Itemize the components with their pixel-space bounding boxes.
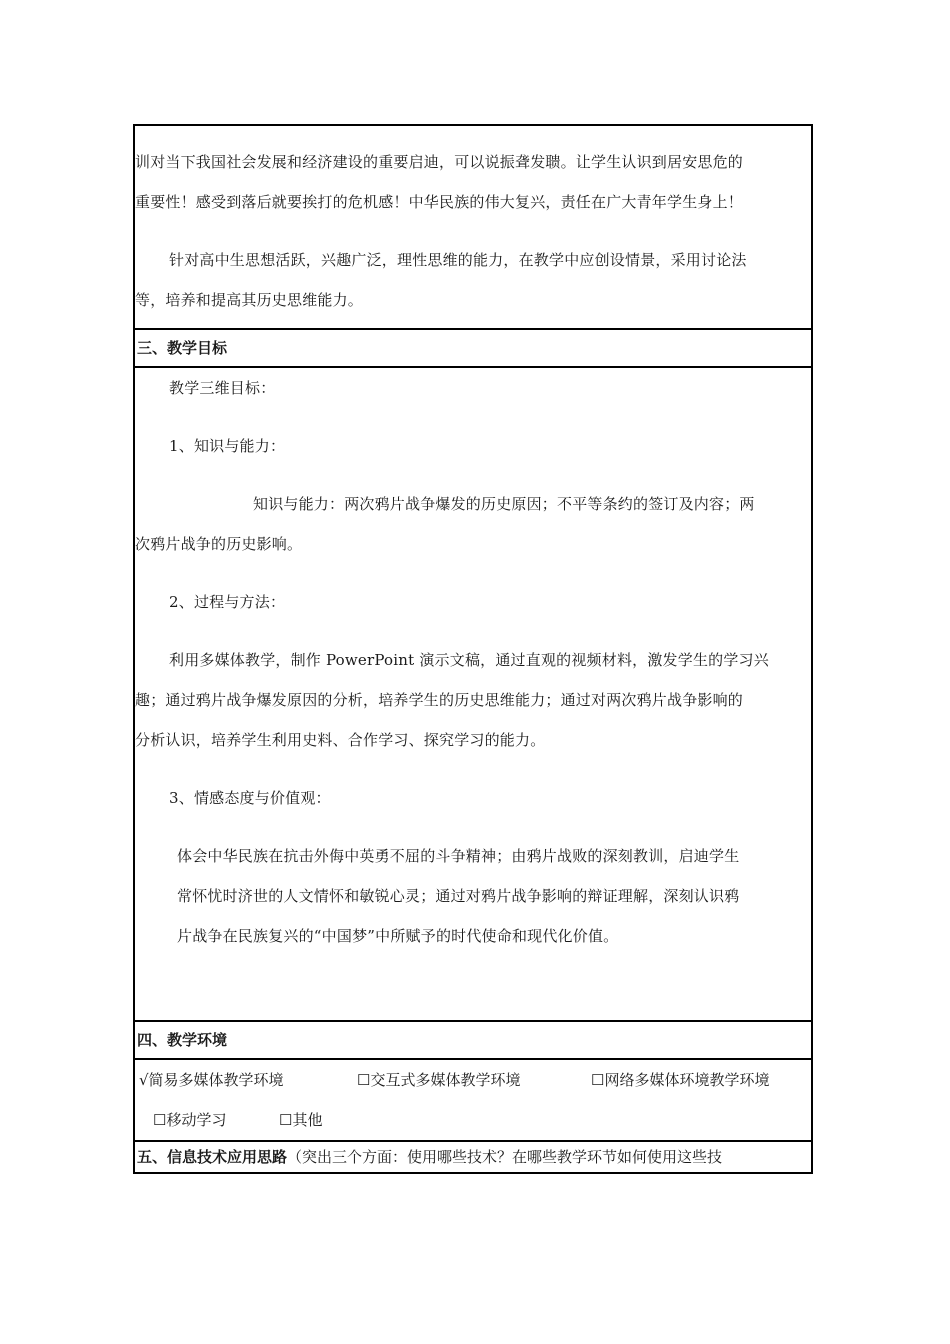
paragraph-line: 趣；通过鸦片战争爆发原因的分析，培养学生的历史思维能力；通过对两次鸦片战争影响的 <box>135 691 744 709</box>
paragraph-line: 次鸦片战争的历史影响。 <box>135 535 303 553</box>
section-heading-row <box>135 328 811 366</box>
paragraph-line: 片战争在民族复兴的“中国梦”中所赋予的时代使命和现代化价值。 <box>177 927 619 945</box>
spacer <box>135 222 811 240</box>
options-line <box>135 1060 811 1100</box>
section-heading-note: （突出三个方面：使用哪些技术？在哪些教学环节如何使用这些技 <box>287 1148 723 1166</box>
paragraph-line: 体会中华民族在抗击外侮中英勇不屈的斗争精神；由鸦片战败的深刻教训，启迪学生 <box>177 847 740 865</box>
option-mobile-learning[interactable]: ☐移动学习 <box>153 1111 227 1129</box>
options-line <box>135 1100 811 1140</box>
spacer <box>135 818 811 836</box>
subsection-title: 2、过程与方法： <box>169 593 286 611</box>
paragraph-line: 训对当下我国社会发展和经济建设的重要启迪，可以说振聋发聩。让学生认识到居安思危的 <box>135 153 744 171</box>
paragraph-line: 分析认识，培养学生利用史料、合作学习、探究学习的能力。 <box>135 731 546 749</box>
learner-analysis-cell <box>135 126 811 328</box>
objectives-cell <box>135 366 811 1020</box>
option-network-multimedia[interactable]: ☐网络多媒体环境教学环境 <box>591 1071 770 1089</box>
paragraph-line: 重要性！感受到落后就要挨打的危机感！中华民族的伟大复兴，责任在广大青年学生身上！ <box>135 193 744 211</box>
section-heading <box>135 1142 811 1172</box>
objectives-intro: 教学三维目标： <box>169 379 276 397</box>
paragraph-line: 针对高中生思想活跃，兴趣广泛，理性思维的能力，在教学中应创设情景，采用讨论法 <box>169 251 747 269</box>
spacer <box>135 760 811 778</box>
environment-options-cell <box>135 1058 811 1140</box>
spacer <box>135 408 811 426</box>
spacer <box>135 622 811 640</box>
section-heading-row <box>135 1140 811 1172</box>
section-heading: 三、教学目标 <box>137 339 228 357</box>
option-simple-multimedia[interactable]: √简易多媒体教学环境 <box>139 1071 284 1089</box>
paragraph-line: 等，培养和提高其历史思维能力。 <box>135 291 364 309</box>
option-interactive-multimedia[interactable]: ☐交互式多媒体教学环境 <box>357 1071 521 1089</box>
section-heading: 四、教学环境 <box>137 1031 228 1049</box>
spacer <box>135 564 811 582</box>
subsection-title: 3、情感态度与价值观： <box>169 789 331 807</box>
option-other[interactable]: ☐其他 <box>279 1111 323 1129</box>
subsection-title: 1、知识与能力： <box>169 437 286 455</box>
paragraph-line: 常怀忧时济世的人文情怀和敏锐心灵；通过对鸦片战争影响的辩证理解，深刻认识鸦 <box>177 887 740 905</box>
paragraph-line: 利用多媒体教学，制作 PowerPoint 演示文稿，通过直观的视频材料，激发学生的学习兴 <box>169 651 769 669</box>
paragraph-line: 知识与能力：两次鸦片战争爆发的历史原因；不平等条约的签订及内容；两 <box>253 495 755 513</box>
section-heading-bold: 五、信息技术应用思路 <box>137 1148 288 1166</box>
lesson-plan-table <box>133 124 813 1174</box>
section-heading-row <box>135 1020 811 1058</box>
spacer <box>135 466 811 484</box>
